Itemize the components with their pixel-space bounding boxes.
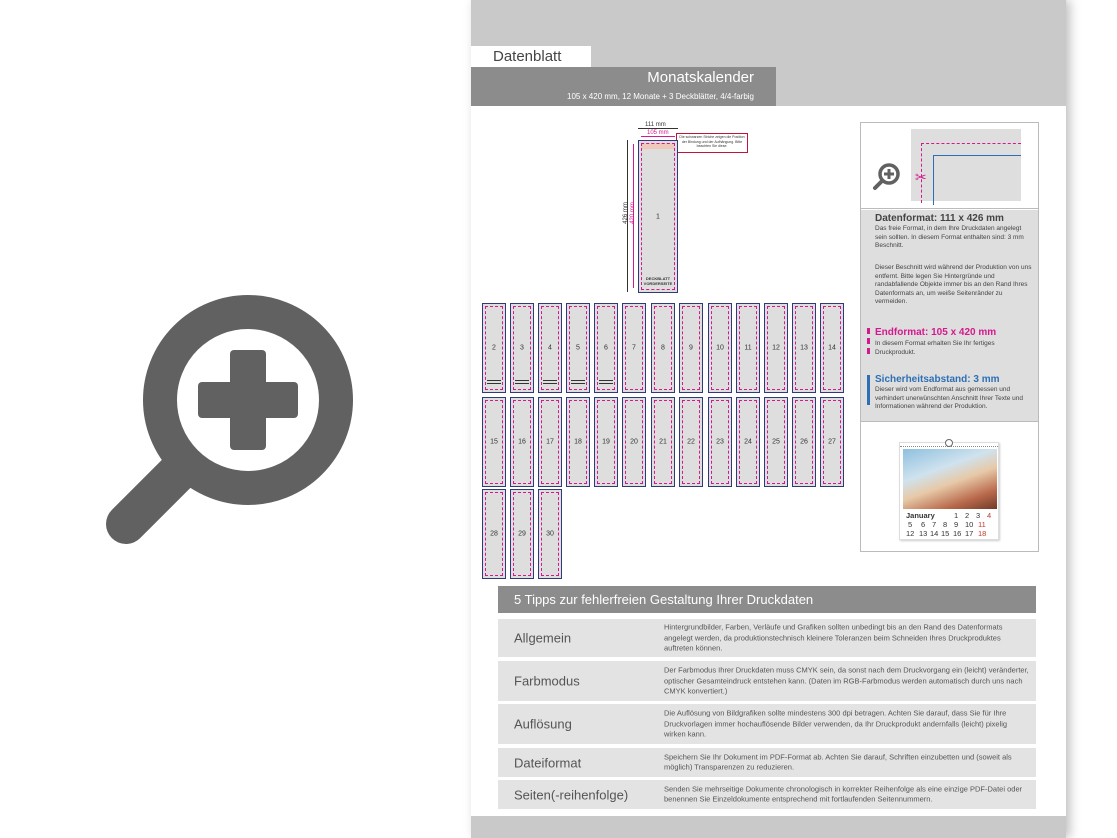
tip-label: Auflösung [514,716,572,732]
calendar-grid: January 1 2 3 4 5 6 7 8 9 10 11 12 13 14 15 16 17 18 [906,511,992,538]
page-number: 1 [656,213,660,220]
page-panel: 14 [820,303,844,393]
page-panel: 26 [792,397,816,487]
page-panel: 12 [764,303,788,393]
endformat-marker [867,328,870,354]
tip-row [498,748,1036,777]
page-panel: 20 [622,397,646,487]
page-panel: 3 [510,303,534,393]
binding-note: Die schwarzen Striche zeigen die Position der Bindung und der Aufhängung. Bitte beachten Sie diese. [676,133,748,153]
zoom-in-icon[interactable] [100,290,360,550]
datenformat-text: Das freie Format, in dem Ihre Druckdaten angelegt sein sollten. In diesem Format enthalten sind: 3 mm Beschnitt. [875,225,1024,249]
footer-band [471,816,1066,838]
page-panel: 21 [651,397,675,487]
tip-text: Speichern Sie Ihr Dokument im PDF-Format ab. Achten Sie darauf, Schriften einzubetten und (soweit als möglich) Transparenzen zu reduzieren. [664,752,1012,772]
tab-datenblatt: Datenblatt [471,46,591,68]
datenformat-title: Datenformat: 111 x 426 mm [875,213,1004,224]
page-panel: 8 [651,303,675,393]
corner-preview [911,129,1021,201]
page-panel: 16 [510,397,534,487]
page-panel: 11 [736,303,760,393]
page-panel: 10 [708,303,732,393]
tip-text: Die Auflösung von Bildgrafiken sollte mindestens 300 dpi betragen. Achten Sie darauf, dass Sie für Ihre Druckvorlagen immer hochauflösende Bilder verwenden, da Ihr Druckprodukt andernfalls (leicht) pixelig wirken kann. [664,708,1008,739]
binding-mark [515,380,529,384]
tip-label: Seiten(-reihenfolge) [514,787,629,802]
cover-label: DECKBLATT VORDERSEITE [643,276,673,286]
page-panel: 5 [566,303,590,393]
page-panel: 17 [538,397,562,487]
title-bar [471,67,776,106]
datasheet-page [471,0,1066,838]
binding-mark [543,380,557,384]
tip-row [498,619,1036,657]
tips-heading: 5 Tipps zur fehlerfreien Gestaltung Ihrer Druckdaten [498,586,1036,613]
dim-line-width-outer [638,128,678,129]
binding-mark [571,380,585,384]
hanger [945,439,953,447]
zoom-in-icon[interactable] [871,161,903,193]
zoom-detail [861,123,1038,209]
page-panel: 19 [594,397,618,487]
tip-text: Der Farbmodus Ihrer Druckdaten muss CMYK sein, da sonst nach dem Druckvorgang ein (leicht) veränderter, optischer Gesamteindruck entstehen kann. (Daten im RGB-Farbmodus werden automatisch durch uns nach CMYK konvertiert.) [664,665,1029,696]
calendar-image [899,442,999,540]
page-panel: 30 [538,489,562,579]
dim-height-inner: 420 mm [629,202,636,224]
tip-text: Senden Sie mehrseitige Dokumente chronologisch in korrekter Reihenfolge als eine einzige PDF-Datei oder benennen Sie Einzeldokumente entsprechend mit fortlaufenden Seitennummern. [664,784,1023,804]
page-panel: 7 [622,303,646,393]
tip-row [498,780,1036,809]
tip-label: Dateiformat [514,755,582,770]
binding-mark [487,380,501,384]
endformat-text: In diesem Format erhalten Sie Ihr fertiges Druckprodukt. [875,340,995,356]
page-panel: 9 [679,303,703,393]
page-panel: 4 [538,303,562,393]
page-subtitle: 105 x 420 mm, 12 Monate + 3 Deckblätter, 4/4-farbig [567,92,754,101]
dim-height-outer: 426 mm [622,202,629,224]
tip-row [498,704,1036,744]
page-panel: 23 [708,397,732,487]
datenformat-text-2: Dieser Beschnitt wird während der Produktion von uns entfernt. Bitte legen Sie Hintergründe und randabfallende Objekte immer bis an den Rand Ihres Datenformats an, um weiße Seitenränder zu vermeiden. [875,264,1032,305]
page-panel: 25 [764,397,788,487]
page-panel: 6 [594,303,618,393]
page-panel: 27 [820,397,844,487]
sicherheit-text: Dieser wird vom Endformat aus gemessen und verhindert unerwünschten Anschnitt Ihrer Texte und Informationen während der Produktion. [875,386,1024,410]
tip-label: Farbmodus [514,673,580,689]
page-panel: 15 [482,397,506,487]
page-panel: 24 [736,397,760,487]
page-panel: 18 [566,397,590,487]
cover-panel [638,140,678,293]
sicherheit-title: Sicherheitsabstand: 3 mm [875,374,1000,385]
page-title: Monatskalender [647,69,754,86]
format-info-panel [860,122,1039,552]
page-panel: 29 [510,489,534,579]
page-panel: 22 [679,397,703,487]
sicherheit-marker [867,375,870,405]
tip-row [498,661,1036,701]
tip-text: Hintergrundbilder, Farben, Verläufe und Grafiken sollten unbedingt bis an den Rand des Datenformats angelegt werden, da produktionstechnisch kleinere Toleranzen beim Schneiden Ihres Druckproduktes auftreten können. [664,622,1003,653]
dim-width-inner: 105 mm [647,130,669,136]
dim-width-outer: 111 mm [645,122,666,128]
binding-mark [599,380,613,384]
endformat-title: Endformat: 105 x 420 mm [875,327,997,338]
format-descriptions [861,210,1038,422]
scissors-icon: ✂ [915,169,927,185]
dim-line-width-inner [641,136,675,137]
page-panel: 2 [482,303,506,393]
page-panel: 28 [482,489,506,579]
calendar-preview [861,422,1038,551]
tip-label: Allgemein [514,630,572,646]
page-panel: 13 [792,303,816,393]
family-photo [903,449,997,509]
